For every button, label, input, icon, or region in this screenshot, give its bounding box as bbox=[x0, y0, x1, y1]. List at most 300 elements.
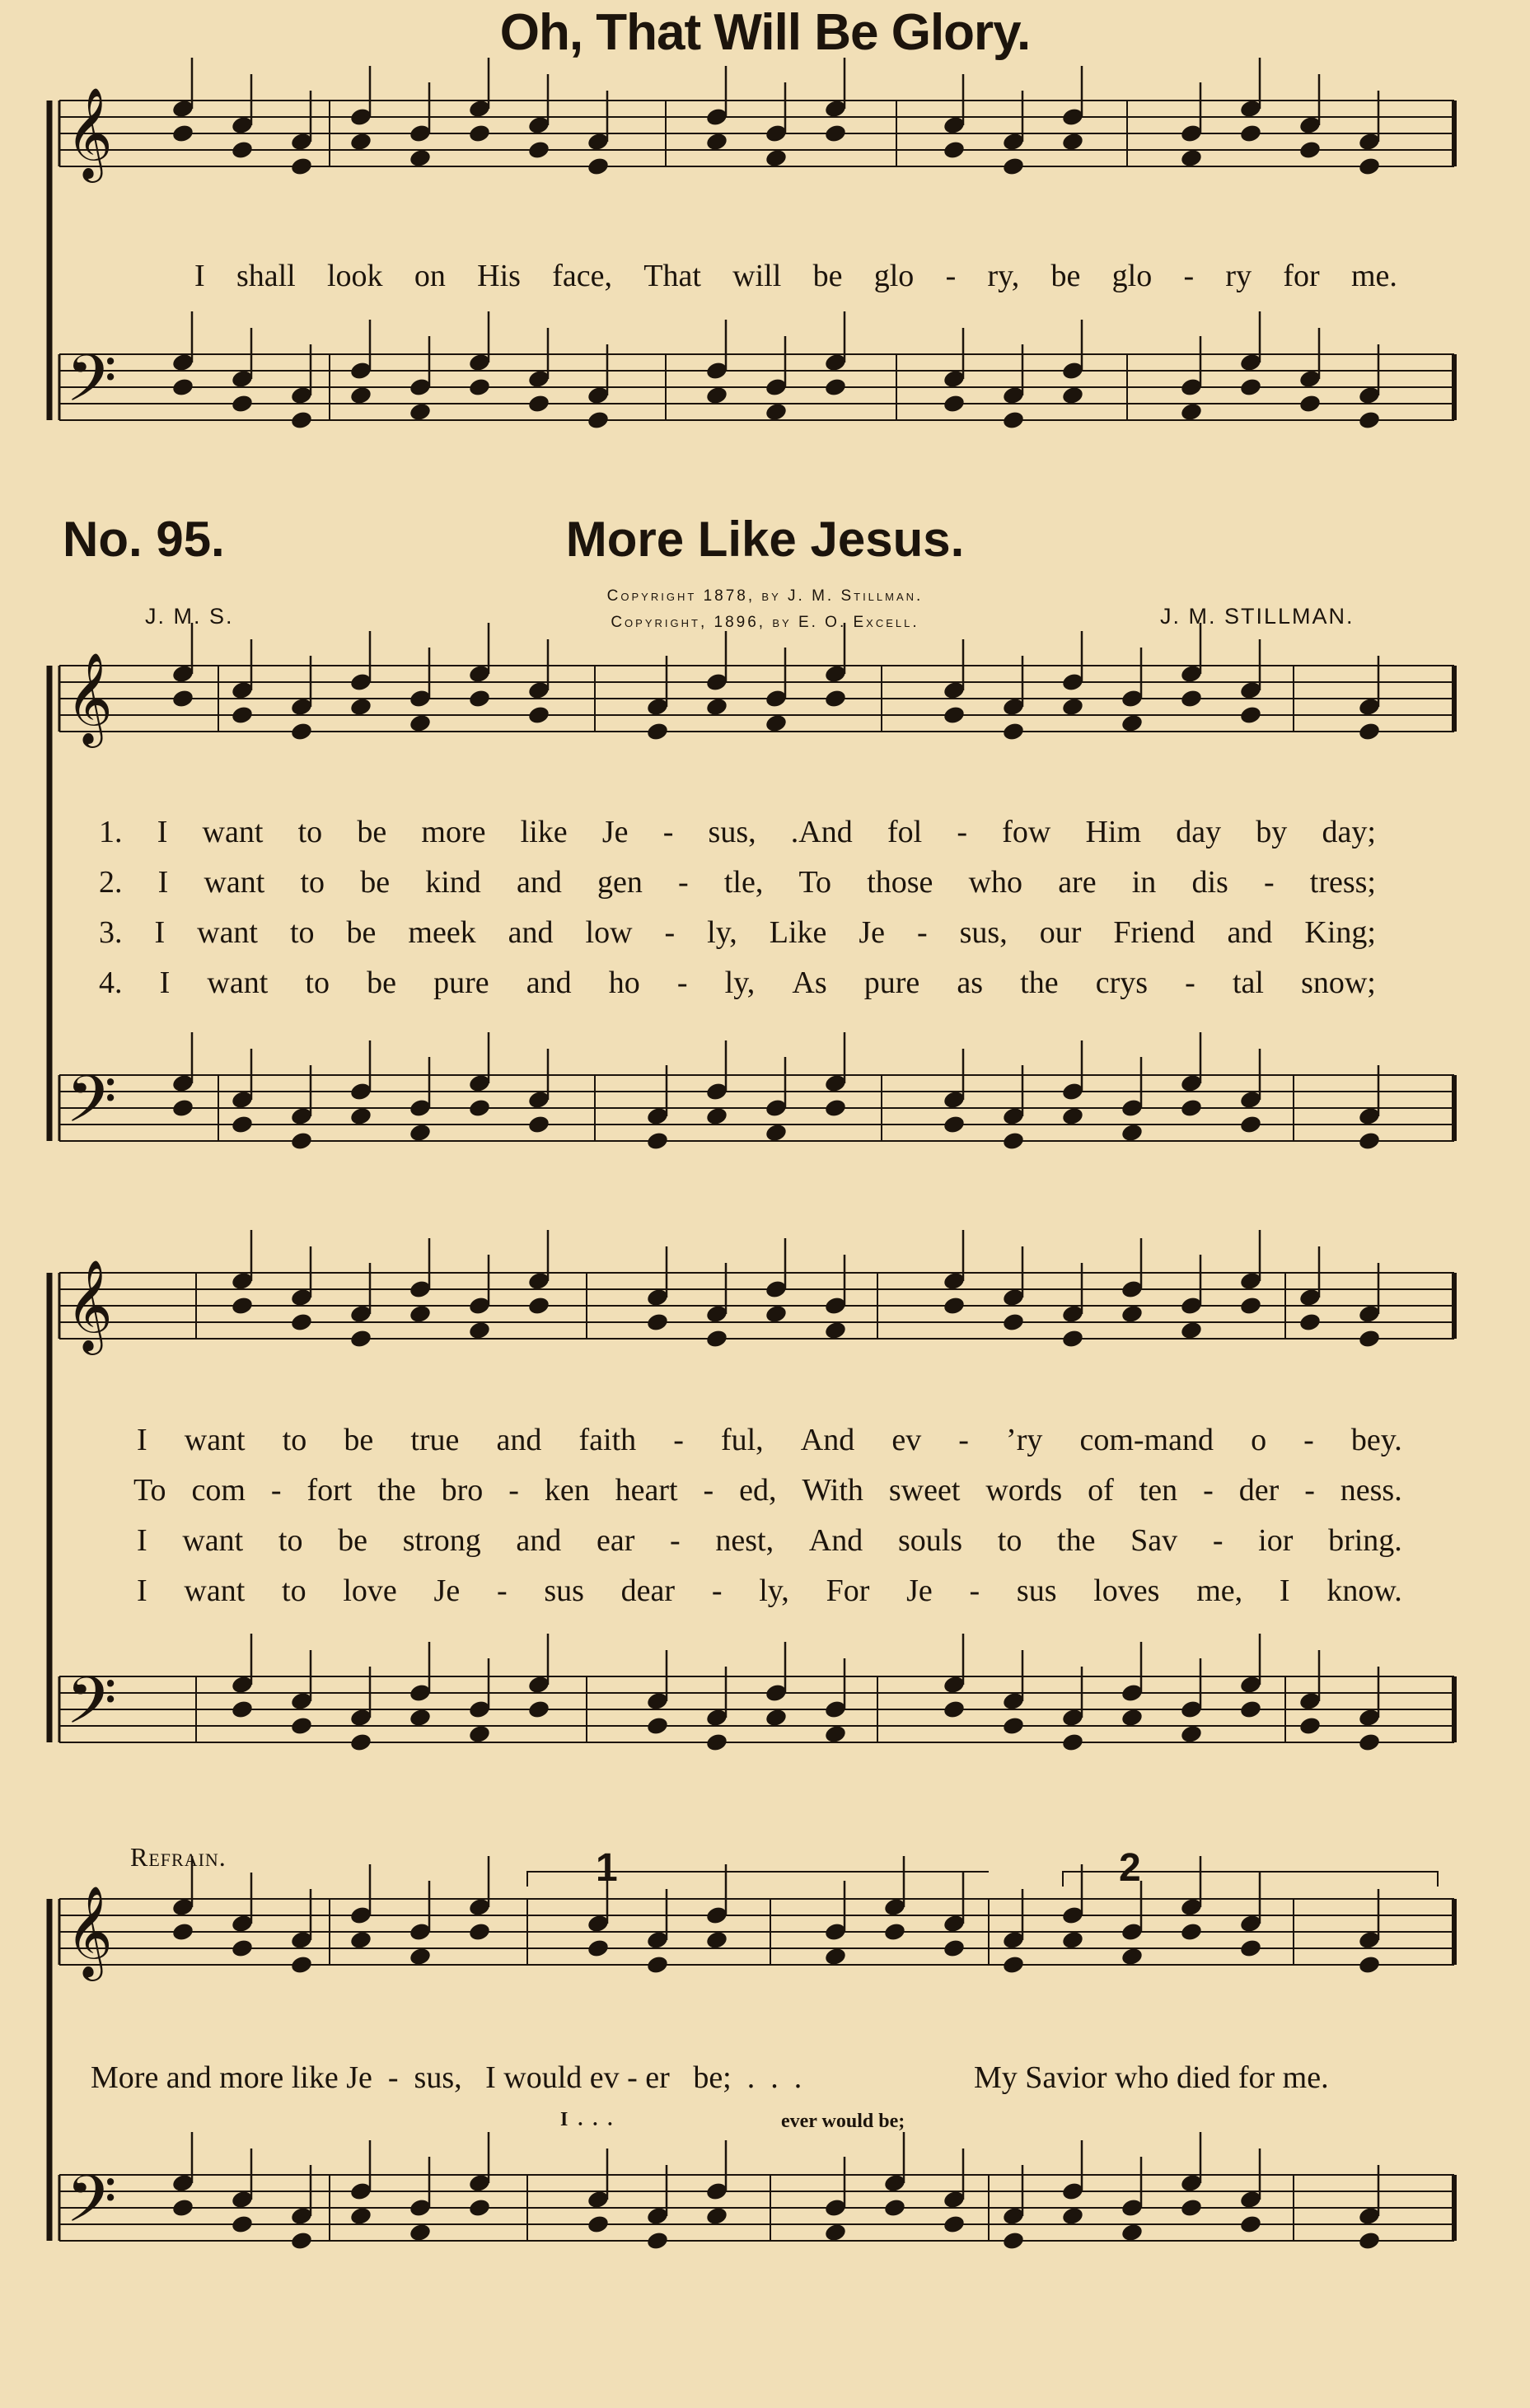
note-head bbox=[943, 704, 966, 725]
lyric-syllable: I bbox=[159, 966, 171, 1000]
lyric-syllable: fol bbox=[887, 815, 923, 849]
verse-2-line-1 bbox=[99, 864, 1376, 900]
note-head bbox=[1002, 1312, 1026, 1332]
note-head bbox=[705, 1106, 729, 1126]
lyric-syllable: be bbox=[367, 966, 396, 1000]
lyric-syllable: me. bbox=[1350, 259, 1397, 293]
bass-clef: 𝄢 bbox=[66, 1061, 117, 1153]
lyric-syllable: - bbox=[1185, 966, 1195, 1000]
lyric-syllable: be bbox=[344, 1423, 374, 1457]
lyric-syllable: ly, bbox=[707, 915, 737, 950]
ending-1-marker: 1 bbox=[596, 1846, 618, 1890]
lyric-syllable: me, bbox=[1196, 1573, 1243, 1608]
note-head bbox=[349, 1732, 373, 1752]
note-head bbox=[1061, 1328, 1085, 1349]
hymn-number: No. 95. bbox=[63, 512, 225, 567]
note-head bbox=[587, 156, 611, 176]
treble-clef: 𝄞 bbox=[66, 1259, 113, 1351]
note-head bbox=[290, 721, 314, 741]
note-head bbox=[1239, 704, 1263, 725]
lyric-syllable: I bbox=[137, 1523, 147, 1558]
lyric-syllable: loves bbox=[1093, 1573, 1160, 1608]
lyric-syllable: faith bbox=[578, 1423, 637, 1457]
note-head bbox=[646, 1954, 670, 1975]
lyric-syllable: want bbox=[182, 1523, 244, 1558]
lyric-syllable: ior bbox=[1258, 1523, 1294, 1558]
refrain-lyric-right: My Savior who died for me. bbox=[974, 2060, 1329, 2095]
lyric-syllable: in bbox=[1131, 865, 1157, 900]
note-head bbox=[705, 696, 729, 717]
lyric-syllable: be bbox=[812, 259, 843, 293]
note-head bbox=[171, 1097, 195, 1118]
note-head bbox=[1121, 1707, 1144, 1728]
note-head bbox=[468, 123, 492, 143]
note-head bbox=[1180, 688, 1204, 708]
lyric-syllable: .And bbox=[790, 815, 853, 849]
lyric-syllable: I bbox=[154, 915, 166, 950]
verse-4-line-2 bbox=[137, 1573, 1402, 1609]
note-head bbox=[943, 1114, 966, 1134]
note-head bbox=[468, 2197, 492, 2218]
note-head bbox=[1358, 409, 1382, 430]
note-head bbox=[1358, 1328, 1382, 1349]
lyric-syllable: - bbox=[664, 915, 676, 950]
note-head bbox=[290, 409, 314, 430]
note-head bbox=[409, 1946, 433, 1966]
lyric-syllable: 1. bbox=[99, 815, 123, 849]
lyric-syllable: - bbox=[711, 1573, 723, 1608]
note-head bbox=[824, 1097, 848, 1118]
lyric-syllable: want bbox=[184, 1573, 246, 1608]
note-head bbox=[349, 2205, 373, 2226]
note-head bbox=[824, 688, 848, 708]
lyric-syllable: Je bbox=[906, 1573, 933, 1608]
refrain-bass-words-a: I . . . bbox=[560, 2109, 613, 2130]
lyric-syllable: - bbox=[673, 1423, 684, 1457]
note-head bbox=[231, 139, 255, 160]
note-head bbox=[527, 704, 551, 725]
lyric-syllable: 4. bbox=[99, 966, 123, 1000]
lyric-syllable: sus bbox=[1016, 1573, 1057, 1608]
lyric-syllable: I bbox=[1279, 1573, 1290, 1608]
note-head bbox=[1239, 1114, 1263, 1134]
note-head bbox=[705, 1929, 729, 1950]
lyric-syllable: and bbox=[516, 1523, 562, 1558]
note-head bbox=[1121, 1946, 1144, 1966]
lyric-syllable: and bbox=[496, 1423, 542, 1457]
lyric-syllable: For bbox=[826, 1573, 870, 1608]
lyric-syllable: Sav bbox=[1130, 1523, 1178, 1558]
bass-clef: 𝄢 bbox=[66, 2161, 117, 2253]
note-head bbox=[1239, 2214, 1263, 2234]
lyric-syllable: - bbox=[678, 865, 689, 900]
note-head bbox=[231, 704, 255, 725]
lyric-syllable: - bbox=[1304, 1473, 1315, 1508]
lyric-syllable: to bbox=[278, 1523, 303, 1558]
note-head bbox=[1298, 1715, 1322, 1736]
note-head bbox=[349, 385, 373, 405]
lyric-syllable: der bbox=[1238, 1473, 1280, 1508]
verse-4-line-1 bbox=[99, 965, 1376, 1001]
note-head bbox=[824, 1320, 848, 1340]
lyric-syllable: be bbox=[338, 1523, 368, 1558]
lyric-syllable: - bbox=[703, 1473, 714, 1508]
note-head bbox=[646, 2230, 670, 2251]
note-head bbox=[409, 1122, 433, 1143]
note-head bbox=[1298, 139, 1322, 160]
note-head bbox=[349, 1328, 373, 1349]
note-head bbox=[1358, 1732, 1382, 1752]
note-head bbox=[646, 721, 670, 741]
lyric-syllable: like bbox=[520, 815, 568, 849]
bass-clef: 𝄢 bbox=[66, 340, 117, 433]
note-head bbox=[765, 401, 788, 422]
verse-3-line-2 bbox=[137, 1522, 1402, 1559]
lyric-syllable: low bbox=[585, 915, 633, 950]
note-head bbox=[1298, 1312, 1322, 1332]
lyric-syllable: - bbox=[1263, 865, 1275, 900]
lyric-syllable: ken bbox=[544, 1473, 590, 1508]
lyric-syllable: want bbox=[207, 966, 269, 1000]
note-head bbox=[1239, 1938, 1263, 1958]
note-head bbox=[943, 139, 966, 160]
lyric-syllable: want bbox=[184, 1423, 246, 1457]
note-head bbox=[527, 393, 551, 414]
lyric-syllable: face, bbox=[552, 259, 612, 293]
note-head bbox=[943, 2214, 966, 2234]
note-head bbox=[527, 1295, 551, 1316]
verse-1-line-1 bbox=[99, 814, 1376, 850]
lyric-syllable: - bbox=[969, 1573, 980, 1608]
lyric-syllable: those bbox=[867, 865, 933, 900]
lyric-syllable: gen bbox=[597, 865, 643, 900]
note-head bbox=[468, 1723, 492, 1744]
note-head bbox=[883, 1921, 907, 1942]
note-head bbox=[1358, 1130, 1382, 1151]
author-initials: J. M. S. bbox=[145, 604, 234, 629]
lyric-syllable: fow bbox=[1002, 815, 1051, 849]
lyric-syllable: - bbox=[958, 1423, 969, 1457]
note-head bbox=[1002, 1130, 1026, 1151]
note-head bbox=[1061, 1929, 1085, 1950]
note-head bbox=[231, 1295, 255, 1316]
verse-1-line-2 bbox=[137, 1422, 1402, 1458]
lyric-syllable: - bbox=[496, 1573, 508, 1608]
lyric-syllable: - bbox=[676, 966, 688, 1000]
note-head bbox=[409, 147, 433, 168]
note-head bbox=[409, 401, 433, 422]
lyric-syllable: true bbox=[410, 1423, 460, 1457]
lyric-syllable: want bbox=[202, 815, 264, 849]
lyric-syllable: com-mand bbox=[1079, 1423, 1214, 1457]
lyric-syllable: our bbox=[1039, 915, 1082, 950]
copyright-line-2: Copyright, 1896, by E. O. Excell. bbox=[611, 614, 919, 631]
lyric-syllable: bring. bbox=[1328, 1523, 1402, 1558]
note-head bbox=[587, 2214, 611, 2234]
lyric-syllable: - bbox=[917, 915, 928, 950]
note-head bbox=[1121, 1303, 1144, 1324]
lyric-syllable: And bbox=[808, 1523, 863, 1558]
note-head bbox=[468, 1921, 492, 1942]
note-head bbox=[1358, 2230, 1382, 2251]
note-head bbox=[349, 1929, 373, 1950]
note-head bbox=[409, 2222, 433, 2242]
lyric-syllable: pure bbox=[433, 966, 489, 1000]
note-head bbox=[171, 2197, 195, 2218]
lyric-syllable: sus, bbox=[708, 815, 756, 849]
lyric-syllable: pure bbox=[863, 966, 920, 1000]
note-head bbox=[705, 2205, 729, 2226]
note-head bbox=[409, 1707, 433, 1728]
note-head bbox=[765, 147, 788, 168]
note-head bbox=[1061, 2205, 1085, 2226]
lyric-syllable: ’ry bbox=[1006, 1423, 1043, 1457]
lyric-syllable: by bbox=[1256, 815, 1288, 849]
note-head bbox=[290, 2230, 314, 2251]
lyric-syllable: on bbox=[414, 259, 446, 293]
lyric-syllable: crys bbox=[1095, 966, 1149, 1000]
note-head bbox=[943, 393, 966, 414]
lyric-syllable: to bbox=[997, 1523, 1022, 1558]
lyric-syllable: - bbox=[1203, 1473, 1214, 1508]
lyric-syllable: - bbox=[662, 815, 674, 849]
lyric-syllable: Je bbox=[433, 1573, 461, 1608]
lyric-syllable: ed, bbox=[739, 1473, 777, 1508]
note-head bbox=[527, 139, 551, 160]
note-head bbox=[1061, 1732, 1085, 1752]
lyric-syllable: bro bbox=[441, 1473, 484, 1508]
lyric-syllable: be bbox=[1050, 259, 1081, 293]
lyric-syllable: to bbox=[282, 1423, 307, 1457]
note-head bbox=[1358, 721, 1382, 741]
note-head bbox=[1121, 1122, 1144, 1143]
lyric-syllable: as bbox=[957, 966, 984, 1000]
lyric-syllable: be bbox=[360, 865, 391, 900]
lyric-syllable: will bbox=[732, 259, 782, 293]
note-head bbox=[705, 1732, 729, 1752]
note-head bbox=[171, 688, 195, 708]
note-head bbox=[943, 1295, 966, 1316]
note-head bbox=[231, 2214, 255, 2234]
lyric-syllable: dear bbox=[620, 1573, 676, 1608]
note-head bbox=[587, 409, 611, 430]
lyric-syllable: tal bbox=[1232, 966, 1264, 1000]
lyric-syllable: snow; bbox=[1301, 966, 1376, 1000]
lyric-syllable: glo bbox=[873, 259, 915, 293]
note-head bbox=[1002, 156, 1026, 176]
lyric-syllable: shall bbox=[236, 259, 296, 293]
lyric-syllable: - bbox=[1303, 1423, 1314, 1457]
lyric-syllable: - bbox=[270, 1473, 282, 1508]
note-head bbox=[231, 1938, 255, 1958]
note-head bbox=[765, 1707, 788, 1728]
lyric-syllable: sus bbox=[544, 1573, 584, 1608]
note-head bbox=[290, 156, 314, 176]
refrain-bass-words-b: ever would be; bbox=[781, 2111, 905, 2132]
lyric-syllable: bey. bbox=[1350, 1423, 1402, 1457]
lyric-syllable: To bbox=[133, 1473, 166, 1508]
note-head bbox=[705, 385, 729, 405]
note-head bbox=[1002, 2230, 1026, 2251]
lyric-syllable: want bbox=[204, 865, 265, 900]
verse-3-line-1 bbox=[99, 914, 1376, 951]
lyric-syllable: ly, bbox=[759, 1573, 789, 1608]
lyric-syllable: know. bbox=[1326, 1573, 1402, 1608]
lyric-syllable: and bbox=[516, 865, 562, 900]
note-head bbox=[349, 1106, 373, 1126]
note-head bbox=[231, 1114, 255, 1134]
song-title-more-like-jesus: More Like Jesus. bbox=[565, 512, 965, 567]
note-head bbox=[1180, 2197, 1204, 2218]
note-head bbox=[1180, 1723, 1204, 1744]
note-head bbox=[527, 1114, 551, 1134]
lyric-syllable: fort bbox=[306, 1473, 353, 1508]
note-head bbox=[1002, 1954, 1026, 1975]
composer-credit: J. M. STILLMAN. bbox=[1160, 604, 1355, 629]
lyric-syllable: I bbox=[157, 865, 169, 900]
song-title-glory: Oh, That Will Be Glory. bbox=[499, 4, 1031, 61]
note-head bbox=[646, 1312, 670, 1332]
note-head bbox=[1239, 123, 1263, 143]
note-head bbox=[824, 123, 848, 143]
lyric-syllable: for bbox=[1283, 259, 1320, 293]
note-head bbox=[824, 2222, 848, 2242]
note-head bbox=[1061, 696, 1085, 717]
note-head bbox=[349, 131, 373, 152]
lyric-syllable: I bbox=[157, 815, 168, 849]
note-head bbox=[943, 1699, 966, 1719]
lyric-syllable: heart bbox=[615, 1473, 678, 1508]
note-head bbox=[705, 131, 729, 152]
note-head bbox=[290, 1715, 314, 1736]
lyric-syllable: ten bbox=[1139, 1473, 1178, 1508]
lyric-syllable: be bbox=[346, 915, 377, 950]
note-head bbox=[1002, 721, 1026, 741]
lyric-syllable: souls bbox=[897, 1523, 963, 1558]
lyric-syllable: day; bbox=[1322, 815, 1376, 849]
note-head bbox=[290, 1954, 314, 1975]
note-head bbox=[1061, 131, 1085, 152]
note-head bbox=[587, 1938, 611, 1958]
lyric-syllable: - bbox=[670, 1523, 681, 1558]
lyric-syllable: love bbox=[343, 1573, 397, 1608]
note-head bbox=[231, 393, 255, 414]
copyright-line-1: Copyright 1878, by J. M. Stillman. bbox=[606, 587, 924, 605]
lyric-syllable: Him bbox=[1085, 815, 1142, 849]
note-head bbox=[1358, 156, 1382, 176]
note-head bbox=[1061, 1106, 1085, 1126]
lyric-syllable: words bbox=[985, 1473, 1063, 1508]
lyric-syllable: ly, bbox=[724, 966, 756, 1000]
lyric-syllable: 2. bbox=[99, 865, 123, 900]
lyric-syllable: I bbox=[137, 1423, 147, 1457]
lyric-syllable: As bbox=[792, 966, 827, 1000]
note-head bbox=[943, 1938, 966, 1958]
lyric-syllable: meek bbox=[408, 915, 476, 950]
note-head bbox=[824, 1946, 848, 1966]
note-head bbox=[1239, 376, 1263, 397]
note-head bbox=[824, 1723, 848, 1744]
lyric-syllable: o bbox=[1251, 1423, 1267, 1457]
lyric-syllable: King; bbox=[1304, 915, 1376, 950]
note-head bbox=[1298, 393, 1322, 414]
note-head bbox=[1358, 1954, 1382, 1975]
note-head bbox=[290, 1312, 314, 1332]
glory-lyrics bbox=[194, 258, 1397, 294]
lyric-syllable: to bbox=[297, 815, 323, 849]
note-head bbox=[231, 1699, 255, 1719]
lyric-syllable: ho bbox=[608, 966, 640, 1000]
lyric-syllable: to bbox=[305, 966, 330, 1000]
lyric-syllable: ness. bbox=[1340, 1473, 1402, 1508]
lyric-syllable: kind bbox=[425, 865, 481, 900]
note-head bbox=[1180, 1320, 1204, 1340]
refrain-lyric-left: More and more like Je - sus, I would ev - er be; . . . bbox=[91, 2060, 802, 2095]
lyric-syllable: ry, bbox=[987, 259, 1020, 293]
note-head bbox=[468, 688, 492, 708]
note-head bbox=[765, 713, 788, 733]
lyric-syllable: to bbox=[289, 915, 315, 950]
note-head bbox=[883, 2197, 907, 2218]
note-head bbox=[468, 1097, 492, 1118]
lyric-syllable: His bbox=[477, 259, 521, 293]
note-head bbox=[1239, 1295, 1263, 1316]
lyric-syllable: nest, bbox=[715, 1523, 774, 1558]
lyric-syllable: Like bbox=[769, 915, 827, 950]
lyric-syllable: and bbox=[526, 966, 572, 1000]
treble-clef: 𝄞 bbox=[66, 652, 113, 744]
lyric-syllable: strong bbox=[402, 1523, 481, 1558]
lyric-syllable: glo bbox=[1111, 259, 1153, 293]
note-head bbox=[468, 376, 492, 397]
lyric-syllable: and bbox=[508, 915, 554, 950]
lyric-syllable: the bbox=[1057, 1523, 1096, 1558]
lyric-syllable: the bbox=[1020, 966, 1059, 1000]
ending-2-marker: 2 bbox=[1119, 1846, 1141, 1890]
lyric-syllable: That bbox=[643, 259, 701, 293]
lyric-syllable: more bbox=[421, 815, 486, 849]
note-head bbox=[646, 1130, 670, 1151]
lyric-syllable: Friend bbox=[1113, 915, 1195, 950]
note-head bbox=[1180, 1097, 1204, 1118]
lyric-syllable: To bbox=[798, 865, 832, 900]
note-head bbox=[527, 1699, 551, 1719]
lyric-syllable: ry bbox=[1225, 259, 1252, 293]
lyric-syllable: Je bbox=[601, 815, 629, 849]
lyric-syllable: are bbox=[1058, 865, 1097, 900]
treble-clef: 𝄞 bbox=[66, 1885, 113, 1977]
lyric-syllable: And bbox=[800, 1423, 855, 1457]
verse-2-line-2 bbox=[133, 1472, 1402, 1508]
lyric-syllable: Je bbox=[859, 915, 886, 950]
lyric-syllable: dis bbox=[1191, 865, 1228, 900]
note-head bbox=[1239, 1699, 1263, 1719]
note-head bbox=[646, 1715, 670, 1736]
note-head bbox=[171, 1921, 195, 1942]
note-head bbox=[409, 713, 433, 733]
lyric-syllable: With bbox=[802, 1473, 863, 1508]
lyric-syllable: be bbox=[357, 815, 387, 849]
lyric-syllable: to bbox=[300, 865, 325, 900]
lyric-syllable: sus, bbox=[959, 915, 1008, 950]
note-head bbox=[1180, 1921, 1204, 1942]
lyric-syllable: - bbox=[957, 815, 967, 849]
lyric-syllable: who bbox=[968, 865, 1023, 900]
lyric-syllable: tress; bbox=[1309, 865, 1376, 900]
lyric-syllable: look bbox=[327, 259, 383, 293]
lyric-syllable: day bbox=[1176, 815, 1222, 849]
note-head bbox=[290, 1130, 314, 1151]
